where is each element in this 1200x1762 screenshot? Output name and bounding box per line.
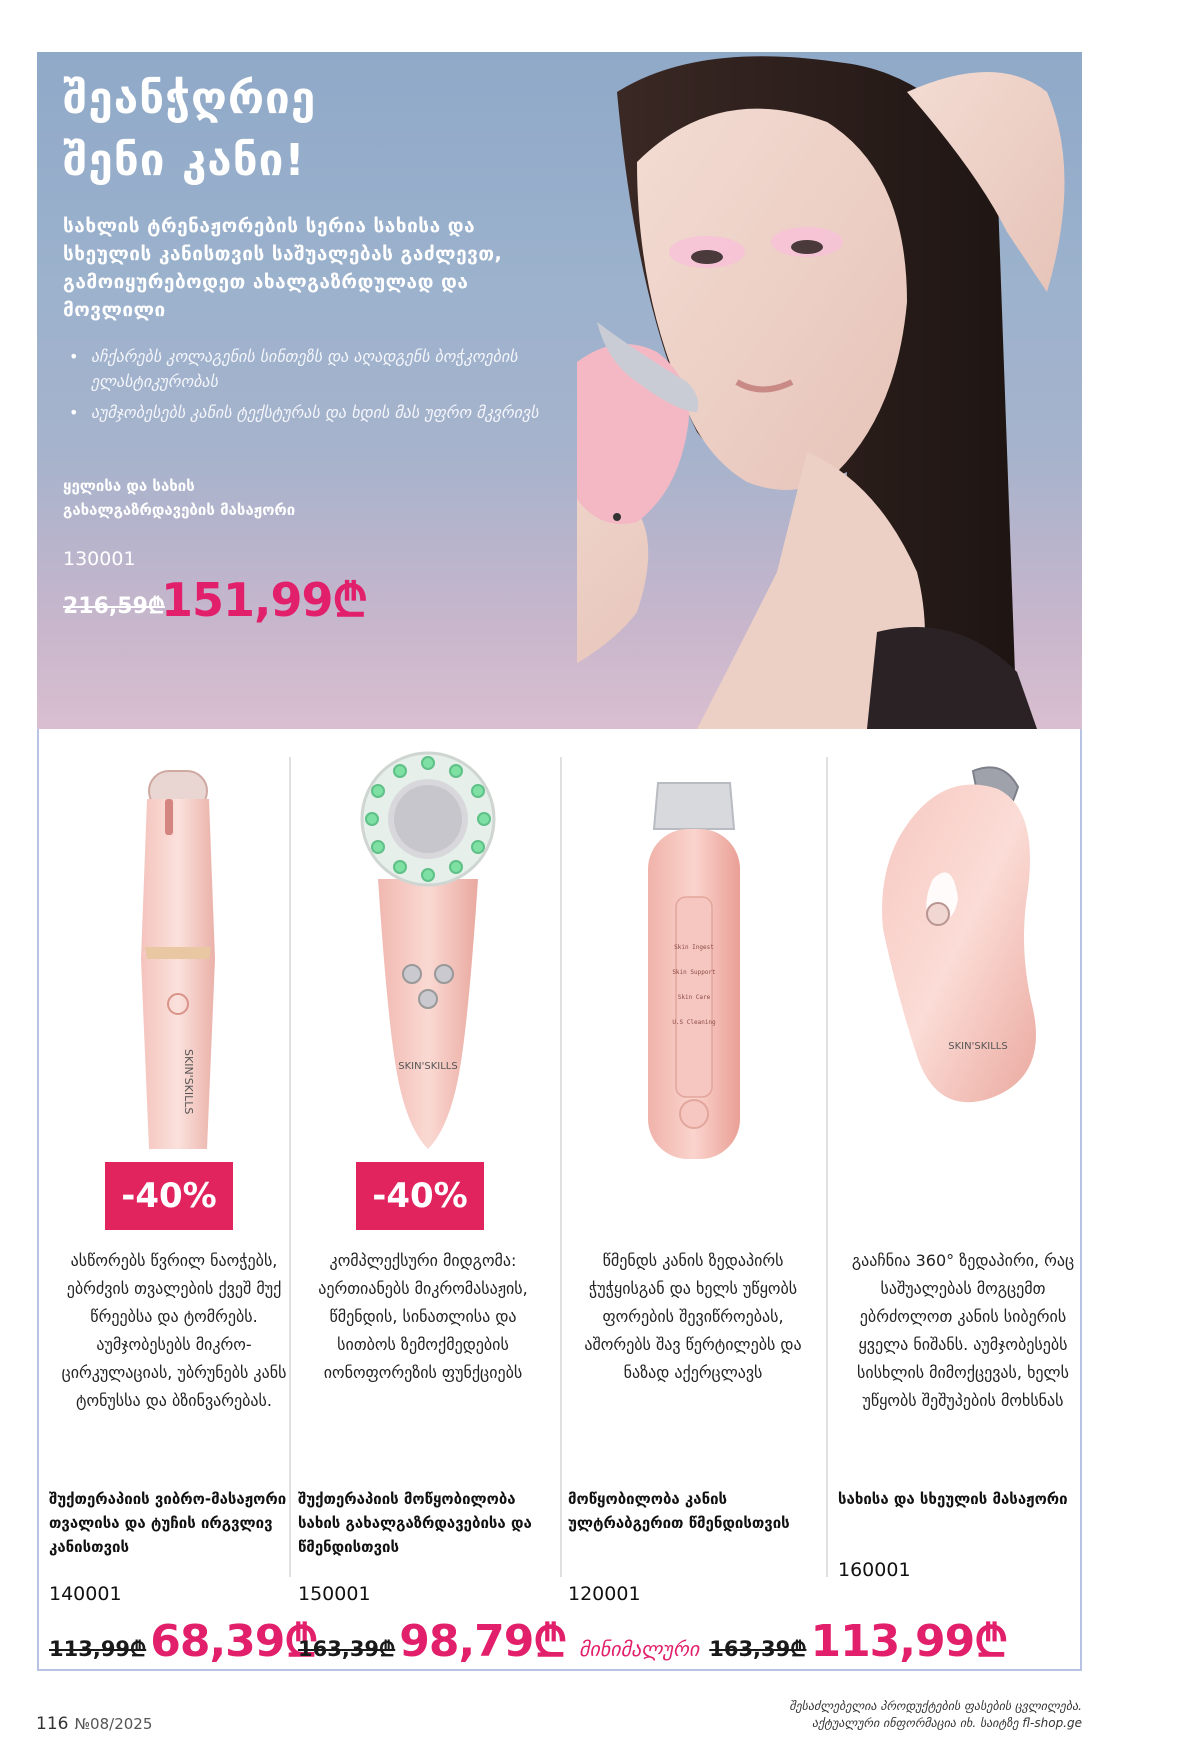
new-price: 98,79₾ (399, 1616, 567, 1667)
svg-text:SKIN'SKILLS: SKIN'SKILLS (182, 1049, 195, 1115)
product-name: მოწყობილობა კანის ულტრაბგერით წმენდისთვის (568, 1490, 790, 1532)
hero-subtitle: სახლის ტრენაჟორების სერია სახისა და სხეულის კანისთვის საშუალებას გაძლევთ, გამოიყურებოდეთ ახალგაზრდულად და მოვლილი (63, 215, 503, 321)
hero-benefits-list (63, 344, 543, 431)
product-code: 140001 (49, 1583, 122, 1605)
old-price: 163,39₾ (298, 1637, 396, 1661)
product-card-ultrasonic-cleaner[interactable] (558, 729, 828, 1669)
product-code: 160001 (838, 1559, 911, 1581)
svg-text:SKIN'SKILLS: SKIN'SKILLS (948, 1041, 1008, 1052)
product-name: შუქთერაპიის ვიბრო-მასაჟორი თვალისა და ტუჩის ირგვლივ კანისთვის (49, 1490, 287, 1556)
bullet-icon: • (69, 347, 79, 366)
product-code: 120001 (568, 1583, 641, 1605)
product-card-eye-massager[interactable] (39, 729, 318, 1669)
old-price: 113,99₾ (49, 1637, 147, 1661)
products-panel (37, 729, 1082, 1671)
svg-text:U.S Cleaning: U.S Cleaning (672, 1019, 716, 1026)
hero-product-name: ყელისა და სახის გახალგაზრდავების მასაჟორი (63, 477, 296, 519)
hero-benefit-item (63, 344, 543, 394)
hero-benefit-item (63, 400, 543, 425)
hero-benefit-text: აჩქარებს კოლაგენის სინთეზს და აღადგენს ბოჭკოების ელასტიკურობას (91, 347, 518, 391)
hero-model-photo (577, 52, 1082, 729)
disclaimer-line: შესაძლებელია პროდუქტების ფასების ცვლილება. (789, 1699, 1082, 1713)
old-price: 163,39₾ (709, 1637, 807, 1661)
svg-text:Skin Care: Skin Care (677, 994, 711, 1001)
price-block (298, 1609, 568, 1669)
ultrasonic-cleaner-image (558, 729, 828, 1199)
issue-number: №08/2025 (74, 1715, 153, 1733)
discount-badge: -40% (105, 1162, 233, 1230)
product-description: ასწორებს წვრილ ნაოჭებს, ებრძვის თვალების ქვეშ მუქ წრეებსა და ტომრებს. აუმჯობესებს მიკრო-ცირკულაციას, უბრუნებს კანს ტონუსსა და ბზინვარებას. (61, 1251, 287, 1410)
bullet-icon: • (69, 403, 79, 422)
discount-badge: -40% (356, 1162, 484, 1230)
disclaimer-line: აქტუალური ინფორმაცია იხ. საიტზე fl-shop.ge (812, 1716, 1082, 1730)
new-price: 68,39₾ (150, 1616, 318, 1667)
hero-title-line2: შენი კანი! (63, 135, 306, 186)
product-card-face-body-massager[interactable] (828, 729, 1098, 1669)
svg-text:SKIN'SKILLS: SKIN'SKILLS (398, 1061, 458, 1072)
hero-banner (37, 52, 1082, 729)
hero-title-line1: შეანჭღრიე (63, 73, 317, 124)
eye-massager-image (39, 729, 309, 1199)
shared-price-block (579, 1609, 1079, 1669)
product-description: კომპლექსური მიდგომა: აერთიანებს მიკრომასაჟის, წმენდის, სინათლისა და სითბოს ზემოქმედების იონოფორეზის ფუნქციებს (318, 1251, 528, 1382)
hero-title (63, 68, 583, 192)
hero-product-code: 130001 (63, 548, 136, 570)
hero-new-price: 151,99₾ (161, 573, 367, 627)
minimum-price-label: მინიმალური (579, 1637, 700, 1661)
product-description: გააჩნია 360° ზედაპირი, რაც საშუალებას მოგცემთ ებრძოლოთ კანის სიბერის ყველა ნიშანს. აუმჯობესებს სისხლის მიმოქცევას, ხელს უწყობს შეშუპების მოხსნას (851, 1251, 1075, 1410)
face-body-massager-image (828, 729, 1098, 1199)
hero-old-price: 216,59₾ (63, 594, 165, 619)
product-card-light-therapy-device[interactable] (288, 729, 567, 1669)
page-number: 116 (36, 1714, 69, 1734)
new-price: 113,99₾ (810, 1616, 1008, 1667)
svg-text:Skin Support: Skin Support (672, 969, 716, 976)
light-therapy-device-image (288, 729, 558, 1199)
page-footer-left (36, 1714, 152, 1734)
product-code: 150001 (298, 1583, 371, 1605)
product-description: წმენდს კანის ზედაპირს ჭუჭყისგან და ხელს უწყობს ფორების შევიწროებას, აშორებს შავ წერტილებს და ნაზად აქერცლავს (584, 1251, 802, 1382)
price-block (49, 1609, 319, 1669)
product-name: სახისა და სხეულის მასაჟორი (838, 1490, 1068, 1508)
svg-text:Skin Ingest: Skin Ingest (674, 944, 714, 951)
footer-disclaimer (690, 1698, 1082, 1732)
product-name: შუქთერაპიის მოწყობილობა სახის გახალგაზრდავებისა და წმენდისთვის (298, 1490, 532, 1556)
hero-benefit-text: აუმჯობესებს კანის ტექსტურას და ხდის მას უფრო მკვრივს (91, 403, 539, 422)
